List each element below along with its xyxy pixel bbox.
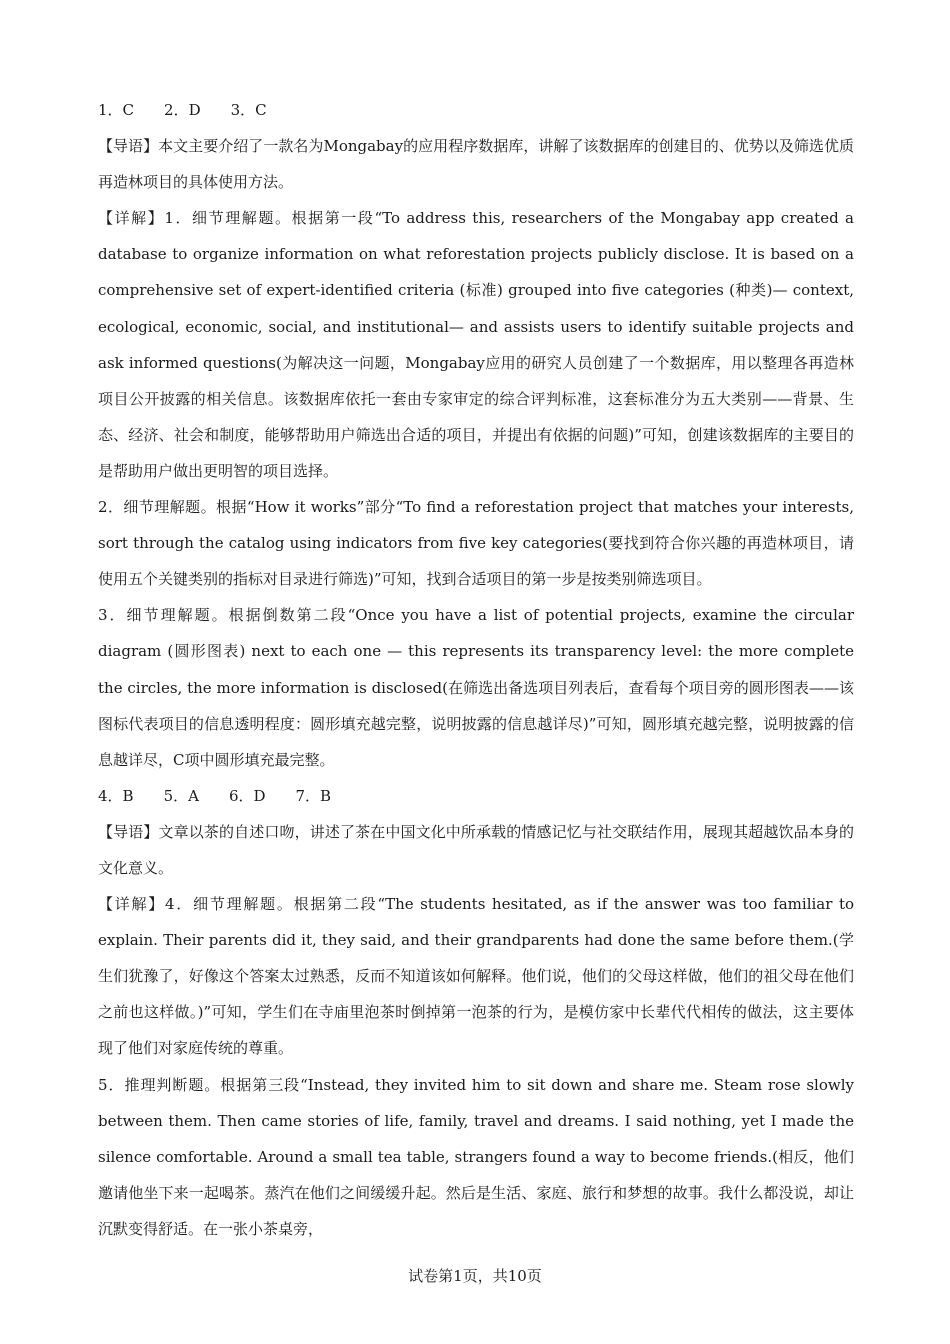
answer-line: 1．C 2．D 3．C (98, 101, 267, 119)
detail-paragraph: 5．推理判断题。根据第三段“Instead, they invited him to sit down and share me. Steam rose slowly between them. Then came stories of life, family, travel and dreams. I said nothing, yet I made the silence comfortable. Around a small tea table, strangers found a way to become friends.(相反，他们邀请他坐下来一起喝茶。蒸汽在他们之间缓缓升起。然后是生活、家庭、旅行和梦想的故事。我什么都没说，却让沉默变得舒适。在一张小茶桌旁， (98, 1075, 854, 1238)
detail-paragraph: 【详解】1．细节理解题。根据第一段“To address this, researchers of the Mongabay app created a database to organize information on what reforestation projects publicly disclose. It is based on a comprehensive set of expert-identified criteria (标准) grouped into five categories (种类)— context, ecological, economic, social, and institutional— and assists users to identify suitable projects and ask informed questions(为解决这一问题，Mongabay应用的研究人员创建了一个数据库，用以整理各再造林项目公开披露的相关信息。该数据库依托一套由专家审定的综合评判标准，这套标准分为五大类别——背景、生态、经济、社会和制度，能够帮助用户筛选出合适的项目，并提出有依据的问题)”可知，创建该数据库的主要目的是帮助用户做出更明智的项目选择。 (98, 209, 854, 480)
detail-paragraph: 2．细节理解题。根据“How it works”部分“To find a reforestation project that matches your interests, sort through the catalog using indicators from five key categories(要找到符合你兴趣的再造林项目，请使用五个关键类别的指标对目录进行筛选)”可知，找到合适项目的第一步是按类别筛选项目。 (98, 498, 854, 589)
detail-paragraph: 【详解】4．细节理解题。根据第二段“The students hesitated, as if the answer was too familiar to explain. Their parents did it, they said, and their grandparents had done the same before them.(学生们犹豫了，好像这个答案太过熟悉，反而不知道该如何解释。他们说，他们的父母这样做，他们的祖父母在他们之前也这样做。)”可知，学生们在寺庙里泡茶时倒掉第一泡茶的行为，是模仿家中长辈代代相传的做法，这主要体现了他们对家庭传统的尊重。 (98, 895, 854, 1058)
page-footer: 试卷第1页，共10页 (408, 1267, 542, 1285)
answer-line: 4．B 5．A 6．D 7．B (98, 786, 332, 805)
detail-paragraph: 3．细节理解题。根据倒数第二段“Once you have a list of potential projects, examine the circular diagram (圆形图表) next to each one — this represents its transparency level: the more complete the circles, the more information is disclosed(在筛选出备选项目列表后，查看每个项目旁的圆形图表——该图标代表项目的信息透明程度：圆形填充越完整，说明披露的信息越详尽)”可知，圆形填充越完整，说明披露的信息越详尽，C项中圆形填充最完整。 (98, 606, 854, 769)
guide-paragraph: 【导语】文章以茶的自述口吻，讲述了茶在中国文化中所承载的情感记忆与社交联结作用，展现其超越饮品本身的文化意义。 (98, 822, 854, 877)
guide-paragraph: 【导语】本文主要介绍了一款名为Mongabay的应用程序数据库，讲解了该数据库的创建目的、优势以及筛选优质再造林项目的具体使用方法。 (98, 137, 854, 192)
answer-content (98, 92, 854, 1247)
